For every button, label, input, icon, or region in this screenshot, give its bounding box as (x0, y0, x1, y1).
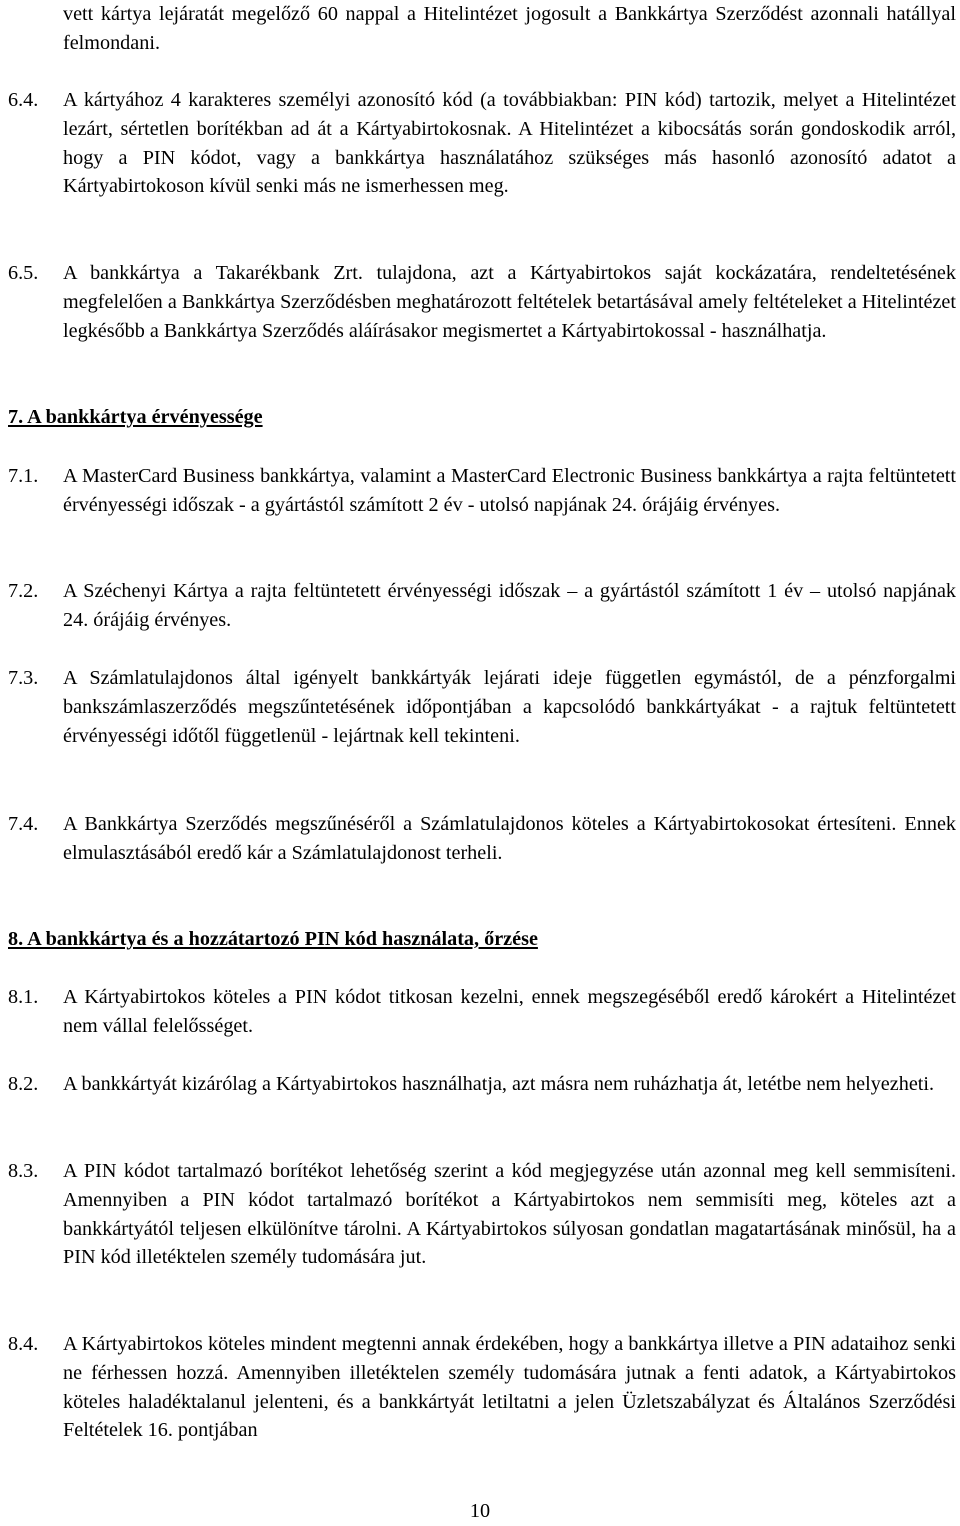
clause-6-5 (8, 259, 956, 345)
clause-number: 6.5. (8, 262, 39, 284)
clause-text: A Széchenyi Kártya a rajta feltüntetett érvényességi időszak – a gyártástól számított 1 év – utolsó napjának 24. órájáig érvényes. (63, 580, 956, 631)
clause-text: A bankkártya a Takarékbank Zrt. tulajdona, azt a Kártyabirtokos saját kockázatára, rendeltetésének megfelelően a Bankkártya Szerződésben meghatározott feltételek betartásával amely feltételeket a Hitelintézet legkésőbb a Bankkártya Szerződés aláírásakor megismertet a Kártyabirtokossal - használhatja. (63, 262, 956, 342)
clause-text: A PIN kódot tartalmazó borítékot lehetőség szerint a kód megjegyzése után azonnal meg kell semmisíteni. Amennyiben a PIN kódot tartalmazó borítékot a Kártyabirtokos nem semmisíti meg, köteles azt a bankkártyától teljesen elkülönítve tárolni. A Kártyabirtokos súlyosan gondatlan magatartásának minősül, ha a PIN kód illetéktelen személy tudomására jut. (63, 1160, 956, 1269)
clause-text: A Bankkártya Szerződés megszűnéséről a Számlatulajdonos köteles a Kártyabirtokosokat értesíteni. Ennek elmulasztásából eredő kár a Számlatulajdonost terheli. (63, 813, 956, 864)
clause-8-3 (8, 1157, 956, 1272)
continuation-paragraph: vett kártya lejáratát megelőző 60 nappal a Hitelintézet jogosult a Bankkártya Szerződést azonnali hatállyal felmondani. (63, 3, 956, 54)
clause-number: 7.2. (8, 580, 39, 602)
clause-7-4 (8, 810, 956, 868)
section-7-heading: 7. A bankkártya érvényessége (8, 406, 263, 428)
clause-text: A Kártyabirtokos köteles a PIN kódot titkosan kezelni, ennek megszegéséből eredő károkért a Hitelintézet nem vállal felelősséget. (63, 986, 956, 1037)
clause-text: A bankkártyát kizárólag a Kártyabirtokos használhatja, azt másra nem ruházhatja át, letétbe nem helyezheti. (63, 1073, 935, 1095)
clause-7-1 (8, 462, 956, 520)
clause-7-3 (8, 664, 956, 750)
page-number: 10 (469, 1500, 491, 1522)
clause-6-4 (8, 86, 956, 201)
clause-8-1 (8, 983, 956, 1041)
section-8-heading: 8. A bankkártya és a hozzátartozó PIN kód használata, őrzése (8, 928, 538, 950)
clause-number: 7.1. (8, 465, 39, 487)
clause-text: A Számlatulajdonos által igényelt bankkártyák lejárati ideje független egymástól, de a pénzforgalmi bankszámlaszerződés megszűntetésének időpontjában a kapcsolódó bankkártyákat - a rajtuk feltüntetett érvényességi időtől függetlenül - lejártnak kell tekinteni. (63, 667, 956, 747)
clause-number: 8.3. (8, 1160, 39, 1182)
clause-7-2 (8, 577, 956, 635)
clause-number: 7.3. (8, 667, 39, 689)
clause-8-2 (8, 1070, 956, 1099)
clause-number: 8.1. (8, 986, 39, 1008)
clause-text: A Kártyabirtokos köteles mindent megtenni annak érdekében, hogy a bankkártya illetve a PIN adataihoz senki ne férhessen hozzá. Amennyiben illetéktelen személy tudomására jutnak a fenti adatok, a Kártyabirtokos köteles haladéktalanul jelenteni, és a bankkártyát letiltatni a jelen Üzletszabályzat és Általános Szerződési Feltételek 16. pontjában (63, 1333, 956, 1442)
clause-text: A MasterCard Business bankkártya, valamint a MasterCard Electronic Business bankkártya a rajta feltüntetett érvényességi időszak - a gyártástól számított 2 év - utolsó napjának 24. órájáig érvényes. (63, 465, 956, 516)
clause-number: 7.4. (8, 813, 39, 835)
clause-number: 8.2. (8, 1073, 39, 1095)
clause-number: 8.4. (8, 1333, 39, 1355)
clause-number: 6.4. (8, 89, 39, 111)
clause-8-4 (8, 1330, 956, 1445)
clause-text: A kártyához 4 karakteres személyi azonosító kód (a továbbiakban: PIN kód) tartozik, melyet a Hitelintézet lezárt, sértetlen borítékban ad át a Kártyabirtokosnak. A Hitelintézet a kibocsátás során gondoskodik arról, hogy a PIN kódot, vagy a bankkártya használatához szükséges más hasonló azonosító adatot a Kártyabirtokoson kívül senki más ne ismerhessen meg. (63, 89, 956, 198)
